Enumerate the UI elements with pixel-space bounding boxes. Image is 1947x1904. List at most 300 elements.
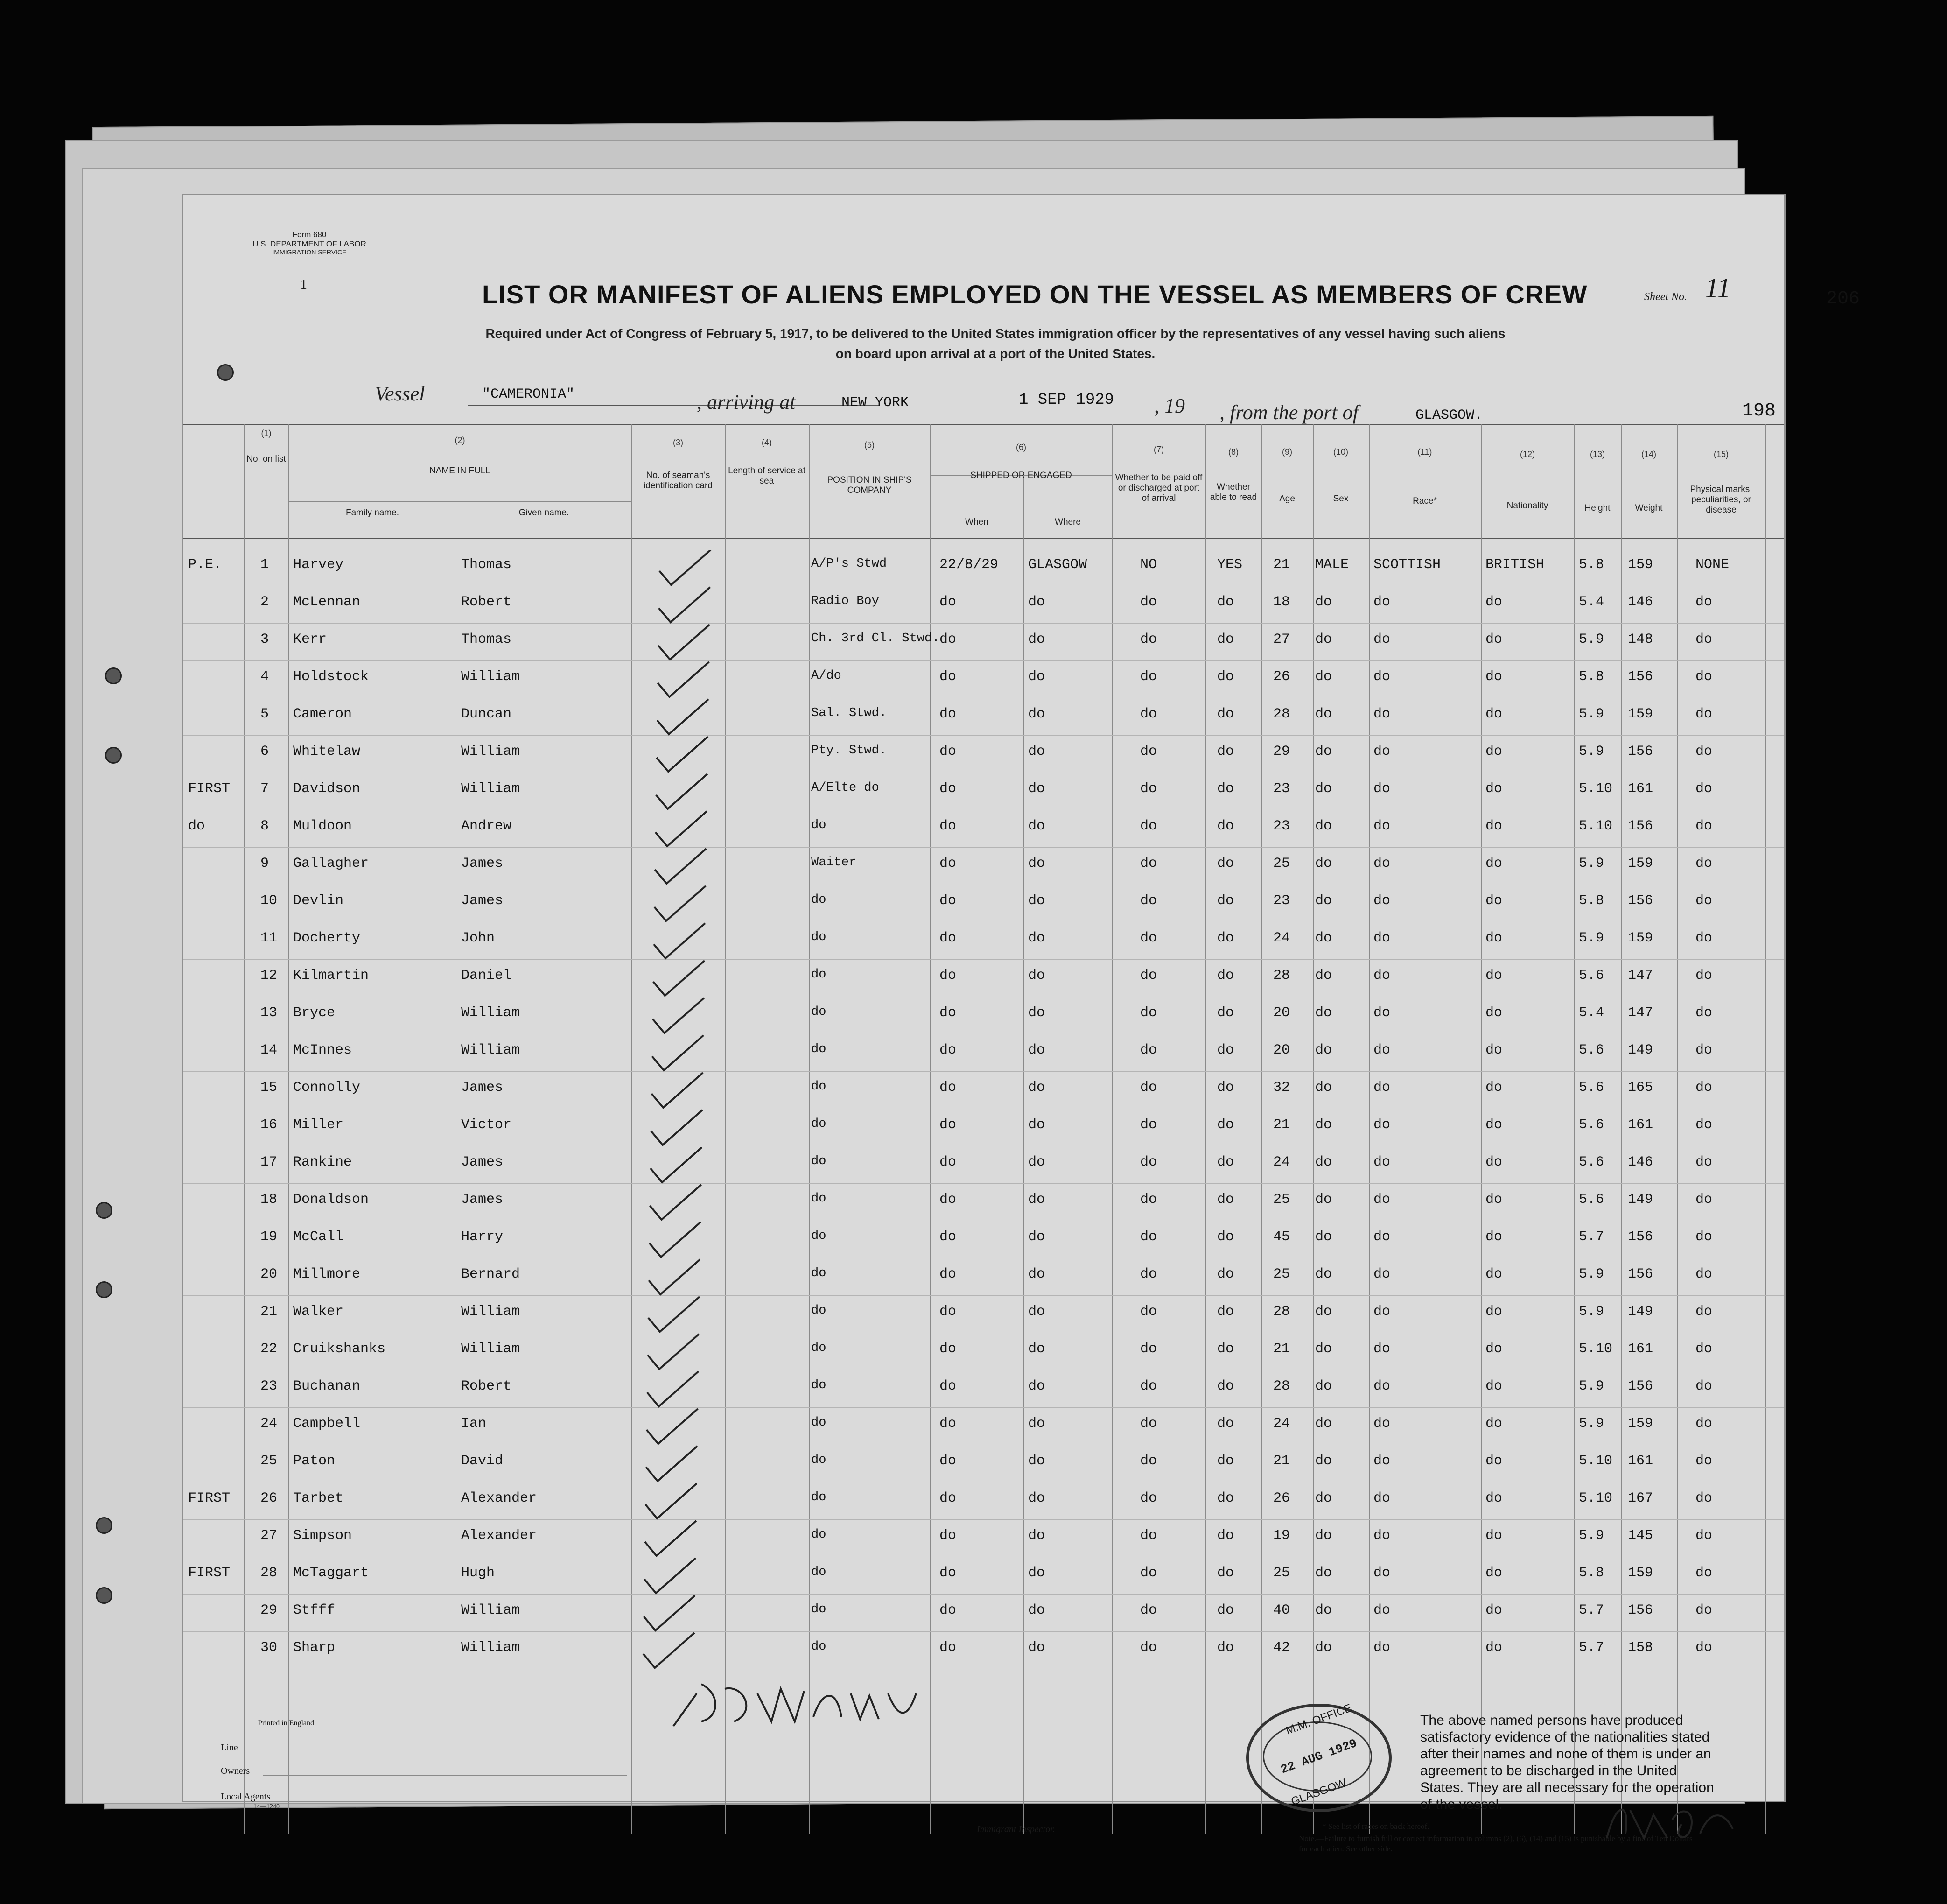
stamp-bottom-text: GLASGOW [1289,1776,1348,1808]
height: 5.7 [1579,1229,1604,1245]
able-to-read: do [1217,744,1234,759]
checkmark [645,1483,697,1518]
weight: 161 [1628,1453,1653,1469]
physical-marks: do [1695,1378,1713,1394]
height: 5.8 [1579,1565,1604,1581]
shipped-when: do [939,1565,957,1581]
shipped-when: do [939,669,957,685]
age: 28 [1273,1378,1290,1394]
nationality: do [1485,1154,1503,1170]
family-name: Paton [293,1453,336,1469]
checkmark [649,1259,700,1294]
nationality: do [1485,1005,1503,1021]
row-mark: do [188,818,205,834]
weight: 161 [1628,781,1653,797]
physical-marks: do [1695,781,1713,797]
col-number: (10) [1333,447,1348,457]
row-number: 16 [260,1117,278,1133]
vessel-label: Vessel [375,382,425,405]
weight: 161 [1628,1117,1653,1133]
header-given-name: Given name. [518,508,569,518]
sex: do [1315,1453,1332,1469]
inspector-signature [664,1675,925,1735]
given-name: Robert [461,594,512,610]
sex: do [1315,930,1332,946]
height: 5.8 [1579,669,1604,685]
able-to-read: do [1217,893,1234,909]
shipped-when: do [939,1528,957,1544]
race: do [1373,1490,1391,1506]
row-number: 12 [260,968,278,984]
age: 24 [1273,1416,1290,1432]
shipped-where: do [1028,1453,1045,1469]
weight: 149 [1628,1042,1653,1058]
checkmark [644,1558,696,1593]
given-name: William [461,1042,520,1058]
sex: do [1315,1192,1332,1208]
race: do [1373,594,1391,610]
given-name: William [461,669,520,685]
row-number: 29 [260,1602,278,1618]
col-number: (6) [1016,443,1026,452]
sex: MALE [1315,557,1349,573]
nationality: do [1485,669,1503,685]
given-name: William [461,1005,520,1021]
race: SCOTTISH [1373,557,1441,573]
able-to-read: do [1217,1229,1234,1245]
able-to-read: do [1217,968,1234,984]
age: 20 [1273,1042,1290,1058]
sex: do [1315,1602,1332,1618]
height: 5.6 [1579,1080,1604,1096]
checkmark [654,923,705,958]
shipped-when: do [939,1378,957,1394]
position: do [811,1304,826,1318]
sex: do [1315,594,1332,610]
checkmark [656,811,707,846]
row-number: 11 [260,930,278,946]
punch-hole [96,1202,112,1219]
sex: do [1315,1005,1332,1021]
position: do [811,968,826,982]
position: do [811,1416,826,1430]
family-name: Millmore [293,1266,361,1282]
row-number: 23 [260,1378,278,1394]
list-number: 198 [1742,400,1776,422]
physical-marks: do [1695,968,1713,984]
age: 21 [1273,1341,1290,1357]
sex: do [1315,781,1332,797]
height: 5.4 [1579,1005,1604,1021]
physical-marks: do [1695,1304,1713,1320]
row-number: 30 [260,1640,278,1656]
age: 29 [1273,744,1290,759]
checkmark [643,1633,694,1668]
position: do [811,1490,826,1504]
age: 26 [1273,669,1290,685]
height: 5.9 [1579,930,1604,946]
able-to-read: do [1217,856,1234,871]
owners-label: Owners [221,1766,250,1776]
sex: do [1315,1528,1332,1544]
checkmark [650,1185,701,1220]
header-age: Age [1279,494,1295,504]
given-name: Ian [461,1416,487,1432]
header-physical: Physical marks, peculiarities, or disease [1690,485,1752,515]
paid-off: do [1140,1528,1157,1544]
race: do [1373,1640,1391,1656]
nationality: BRITISH [1485,557,1545,573]
col-number: (2) [455,436,465,445]
nationality: do [1485,856,1503,871]
checkmark-column [631,550,725,1866]
race: do [1373,1602,1391,1618]
age: 21 [1273,1117,1290,1133]
given-name: James [461,1192,504,1208]
col-number: (4) [762,438,772,447]
paid-off: do [1140,1080,1157,1096]
height: 5.9 [1579,744,1604,759]
weight: 156 [1628,1266,1653,1282]
given-name: Daniel [461,968,512,984]
nationality: do [1485,1080,1503,1096]
shipped-where: do [1028,1528,1045,1544]
row-number: 27 [260,1528,278,1544]
row-number: 8 [260,818,269,834]
nationality: do [1485,706,1503,722]
height: 5.9 [1579,1378,1604,1394]
weight: 156 [1628,1229,1653,1245]
vessel-name: "CAMERONIA" [482,386,575,402]
office-stamp [1246,1701,1392,1812]
height: 5.10 [1579,781,1613,797]
nationality: do [1485,1528,1503,1544]
header-when: When [965,517,988,527]
shipped-when: do [939,1042,957,1058]
able-to-read: do [1217,594,1234,610]
sheet-label: Sheet No. [1644,291,1687,303]
age: 26 [1273,1490,1290,1506]
able-to-read: do [1217,1117,1234,1133]
from-port: GLASGOW. [1415,407,1483,423]
height: 5.6 [1579,968,1604,984]
height: 5.9 [1579,1266,1604,1282]
col-number: (12) [1520,450,1535,459]
physical-marks: do [1695,1042,1713,1058]
subtitle-line-2: on board upon arrival at a port of the United States. [835,346,1156,361]
position: Ch. 3rd Cl. Stwd. [811,632,940,646]
physical-marks: do [1695,1528,1713,1544]
nationality: do [1485,930,1503,946]
shipped-where: do [1028,706,1045,722]
physical-marks: do [1695,1266,1713,1282]
weight: 145 [1628,1528,1653,1544]
header-seaman-card: No. of seaman's identification card [644,471,713,491]
physical-marks: do [1695,1192,1713,1208]
family-name: Sharp [293,1640,336,1656]
height: 5.8 [1579,893,1604,909]
subtitle-line-1: Required under Act of Congress of February 5, 1917, to be delivered to the United States immigration officer by the representatives of any vessel having such aliens [485,326,1506,341]
age: 32 [1273,1080,1290,1096]
paid-off: do [1140,1304,1157,1320]
weight: 147 [1628,968,1653,984]
checkmark [655,849,706,884]
family-name: Cameron [293,706,352,722]
race: do [1373,744,1391,759]
age: 23 [1273,781,1290,797]
weight: 158 [1628,1640,1653,1656]
sex: do [1315,1117,1332,1133]
height: 5.9 [1579,706,1604,722]
given-name: Thomas [461,632,512,647]
height: 5.9 [1579,1528,1604,1544]
given-name: Andrew [461,818,512,834]
header-name-in-full: NAME IN FULL [429,466,490,476]
row-number: 24 [260,1416,278,1432]
shipped-when: do [939,781,957,797]
checkmark [659,550,711,585]
row-number: 9 [260,856,269,871]
punch-hole [105,747,122,764]
shipped-when: do [939,893,957,909]
sex: do [1315,1304,1332,1320]
header-sex: Sex [1333,494,1349,504]
shipped-when: do [939,1117,957,1133]
paid-off: do [1140,1640,1157,1656]
sex: do [1315,1154,1332,1170]
able-to-read: do [1217,1005,1234,1021]
nationality: do [1485,781,1503,797]
row-mark: FIRST [188,1565,231,1581]
given-name: Alexander [461,1528,537,1544]
sex: do [1315,1640,1332,1656]
shipped-when: do [939,1304,957,1320]
race: do [1373,856,1391,871]
weight: 156 [1628,1378,1653,1394]
shipped-where: do [1028,1490,1045,1506]
family-name: Devlin [293,893,344,909]
header-family-name: Family name. [345,508,399,518]
able-to-read: do [1217,1565,1234,1581]
given-name: James [461,1080,504,1096]
physical-marks: do [1695,594,1713,610]
age: 25 [1273,1565,1290,1581]
row-number: 7 [260,781,269,797]
shipped-when: do [939,968,957,984]
family-name: Davidson [293,781,361,797]
checkmark [659,587,710,622]
family-name: Walker [293,1304,344,1320]
height: 5.10 [1579,1490,1613,1506]
physical-marks: do [1695,669,1713,685]
form-code: 14—1240 [253,1803,280,1810]
physical-marks: do [1695,1229,1713,1245]
shipped-where: do [1028,1640,1045,1656]
paid-off: NO [1140,557,1157,573]
shipped-when: do [939,930,957,946]
paid-off: do [1140,781,1157,797]
shipped-when: do [939,706,957,722]
race: do [1373,1229,1391,1245]
given-name: William [461,1304,520,1320]
shipped-when: do [939,1192,957,1208]
position: do [811,1565,826,1579]
weight: 159 [1628,557,1653,573]
age: 24 [1273,1154,1290,1170]
able-to-read: do [1217,1341,1234,1357]
race: do [1373,1117,1391,1133]
checkmark [657,737,708,772]
given-name: William [461,1341,520,1357]
shipped-when: do [939,1416,957,1432]
checkmark [652,1035,703,1070]
race: do [1373,1154,1391,1170]
family-name: Stfff [293,1602,336,1618]
physical-marks: do [1695,706,1713,722]
paid-off: do [1140,706,1157,722]
shipped-where: do [1028,1154,1045,1170]
row-number: 25 [260,1453,278,1469]
page-title: LIST OR MANIFEST OF ALIENS EMPLOYED ON THE VESSEL AS MEMBERS OF CREW [482,280,1588,309]
checkmark [648,1297,700,1332]
shipped-when: do [939,594,957,610]
position: do [811,930,826,944]
nationality: do [1485,1304,1503,1320]
physical-marks: do [1695,893,1713,909]
position: do [811,1005,826,1019]
checkmark [653,961,705,996]
weight: 159 [1628,856,1653,871]
checkmark [648,1334,699,1369]
able-to-read: do [1217,706,1234,722]
paid-off: do [1140,1154,1157,1170]
checkmark [651,1147,702,1182]
position: A/Elte do [811,781,879,795]
shipped-when: do [939,818,957,834]
nationality: do [1485,1192,1503,1208]
shipped-where: do [1028,818,1045,834]
shipped-when: do [939,1080,957,1096]
family-name: Bryce [293,1005,336,1021]
able-to-read: do [1217,1528,1234,1544]
position: Sal. Stwd. [811,706,887,720]
weight: 156 [1628,744,1653,759]
paid-off: do [1140,669,1157,685]
family-name: Docherty [293,930,361,946]
given-name: Victor [461,1117,512,1133]
age: 45 [1273,1229,1290,1245]
paid-off: do [1140,1341,1157,1357]
row-number: 28 [260,1565,278,1581]
checkmark [646,1409,698,1444]
shipped-where: do [1028,1266,1045,1282]
checkmark [654,886,706,921]
paid-off: do [1140,1192,1157,1208]
weight: 161 [1628,1341,1653,1357]
row-mark: FIRST [188,781,231,797]
sex: do [1315,1565,1332,1581]
col-number: (1) [261,429,272,438]
given-name: Bernard [461,1266,520,1282]
shipped-when: do [939,1602,957,1618]
age: 18 [1273,594,1290,610]
position: do [811,1080,826,1094]
form-number: Form 680 [292,230,327,239]
height: 5.6 [1579,1192,1604,1208]
given-name: Thomas [461,557,512,573]
weight: 147 [1628,1005,1653,1021]
able-to-read: do [1217,1640,1234,1656]
race: do [1373,1378,1391,1394]
family-name: Miller [293,1117,344,1133]
col-number: (3) [673,438,683,447]
family-name: Muldoon [293,818,352,834]
position: do [811,1528,826,1542]
shipped-when: 22/8/29 [939,557,999,573]
sex: do [1315,1080,1332,1096]
shipped-where: do [1028,1378,1045,1394]
able-to-read: do [1217,1192,1234,1208]
height: 5.9 [1579,1416,1604,1432]
paid-off: do [1140,1602,1157,1618]
shipped-when: do [939,632,957,647]
shipped-when: do [939,1341,957,1357]
shipped-where: do [1028,1042,1045,1058]
age: 25 [1273,1192,1290,1208]
weight: 159 [1628,930,1653,946]
weight: 148 [1628,632,1653,647]
arriving-port: NEW YORK [841,395,909,411]
given-name: James [461,1154,504,1170]
shipped-where: do [1028,968,1045,984]
nationality: do [1485,594,1503,610]
height: 5.10 [1579,1453,1613,1469]
inspector-label: Immigrant Inspector. [977,1824,1055,1834]
stamp-date: 22 AUG 1929 [1279,1736,1359,1777]
col-number: (9) [1282,447,1292,457]
shipped-where: do [1028,669,1045,685]
race: do [1373,1565,1391,1581]
paid-off: do [1140,1117,1157,1133]
position: do [811,1640,826,1654]
race: do [1373,1416,1391,1432]
checkmark [658,662,709,697]
nationality: do [1485,1117,1503,1133]
weight: 149 [1628,1192,1653,1208]
shipped-where: do [1028,930,1045,946]
header-weight: Weight [1635,503,1663,513]
agents-label: Local Agents [221,1792,271,1802]
position: do [811,893,826,907]
given-name: Robert [461,1378,512,1394]
handwritten-mark: 1 [300,277,307,292]
sex: do [1315,1341,1332,1357]
able-to-read: do [1217,1378,1234,1394]
physical-marks: do [1695,1117,1713,1133]
weight: 149 [1628,1304,1653,1320]
checkmark [644,1595,695,1630]
able-to-read: do [1217,1602,1234,1618]
paid-off: do [1140,1005,1157,1021]
race: do [1373,706,1391,722]
shipped-when: do [939,1005,957,1021]
header-position: POSITION IN SHIP'S COMPANY [827,475,912,495]
service-label: IMMIGRATION SERVICE [272,248,347,256]
age: 28 [1273,1304,1290,1320]
row-number: 10 [260,893,278,909]
shipped-where: do [1028,1229,1045,1245]
weight: 156 [1628,893,1653,909]
